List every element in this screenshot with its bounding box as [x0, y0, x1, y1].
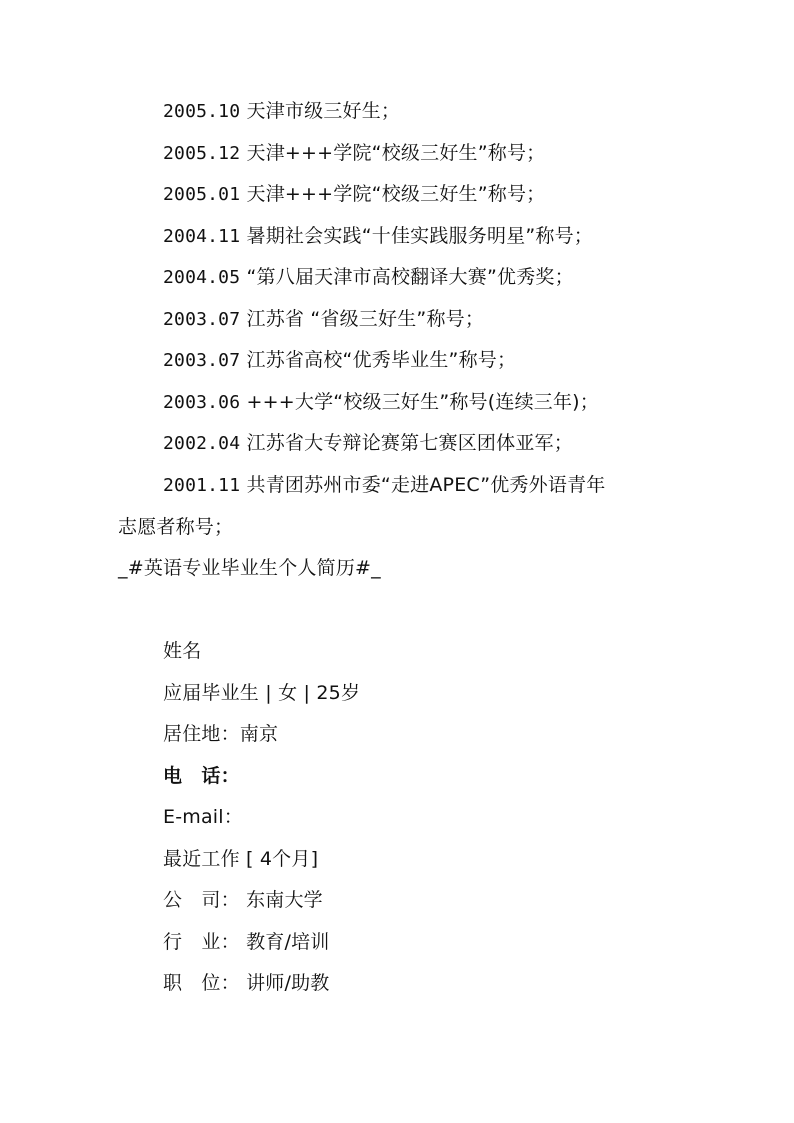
- company-row: [163, 888, 323, 912]
- phone-label: 电 话：: [163, 765, 240, 787]
- residence: 居住地：南京: [163, 723, 279, 745]
- industry-row: [163, 930, 329, 954]
- honor-text: 天津市级三好生；: [246, 100, 401, 122]
- honor-text: 共青团苏州市委“走进APEC”优秀外语青年: [246, 474, 606, 496]
- company-label: 公 司：: [163, 889, 240, 911]
- honor-item: [163, 141, 545, 166]
- honor-date: 2001.11: [163, 475, 241, 496]
- honor-item: [163, 390, 599, 415]
- honor-item: [163, 307, 484, 332]
- honor-item: [163, 265, 574, 290]
- honor-text: 江苏省大专辩论赛第七赛区团体亚军；: [246, 432, 573, 454]
- honor-item: [163, 182, 545, 207]
- honor-date: 2003.07: [163, 309, 241, 330]
- honor-text: “第八届天津市高校翻译大赛”优秀奖；: [246, 266, 574, 288]
- position-label: 职 位：: [163, 972, 240, 994]
- honor-continuation: 志愿者称号；: [118, 516, 234, 538]
- honor-text: 天津+++学院“校级三好生”称号；: [246, 183, 546, 205]
- industry-label: 行 业：: [163, 931, 240, 953]
- position-value: 讲师/助教: [246, 972, 330, 994]
- email-label: E-mail：: [163, 806, 243, 828]
- honor-date: 2004.05: [163, 267, 241, 288]
- name-label: 姓名: [163, 640, 202, 662]
- honor-text: 暑期社会实践“十佳实践服务明星”称号；: [246, 225, 594, 247]
- honor-text: 江苏省 “省级三好生”称号；: [246, 308, 485, 330]
- honor-date: 2005.01: [163, 184, 241, 205]
- recent-work: 最近工作 [ 4个月]: [163, 848, 319, 870]
- honor-item: [163, 99, 400, 124]
- honor-date: 2003.07: [163, 350, 241, 371]
- honor-date: 2005.12: [163, 143, 241, 164]
- honor-item: [163, 224, 593, 249]
- industry-value: 教育/培训: [246, 931, 330, 953]
- honor-item: [163, 348, 516, 373]
- company-value: 东南大学: [246, 889, 323, 911]
- honor-text: +++大学“校级三好生”称号(连续三年)；: [246, 391, 599, 413]
- honor-item: [163, 431, 573, 456]
- honor-text: 天津+++学院“校级三好生”称号；: [246, 142, 546, 164]
- position-row: [163, 971, 329, 995]
- honor-item: [163, 473, 605, 498]
- profile-summary: 应届毕业生 | 女 | 25岁: [163, 682, 361, 704]
- honor-date: 2003.06: [163, 392, 241, 413]
- honor-date: 2002.04: [163, 433, 241, 454]
- honor-date: 2005.10: [163, 101, 241, 122]
- honor-date: 2004.11: [163, 226, 241, 247]
- honor-text: 江苏省高校“优秀毕业生”称号；: [246, 349, 517, 371]
- resume-title: _#英语专业毕业生个人简历#_: [118, 557, 381, 579]
